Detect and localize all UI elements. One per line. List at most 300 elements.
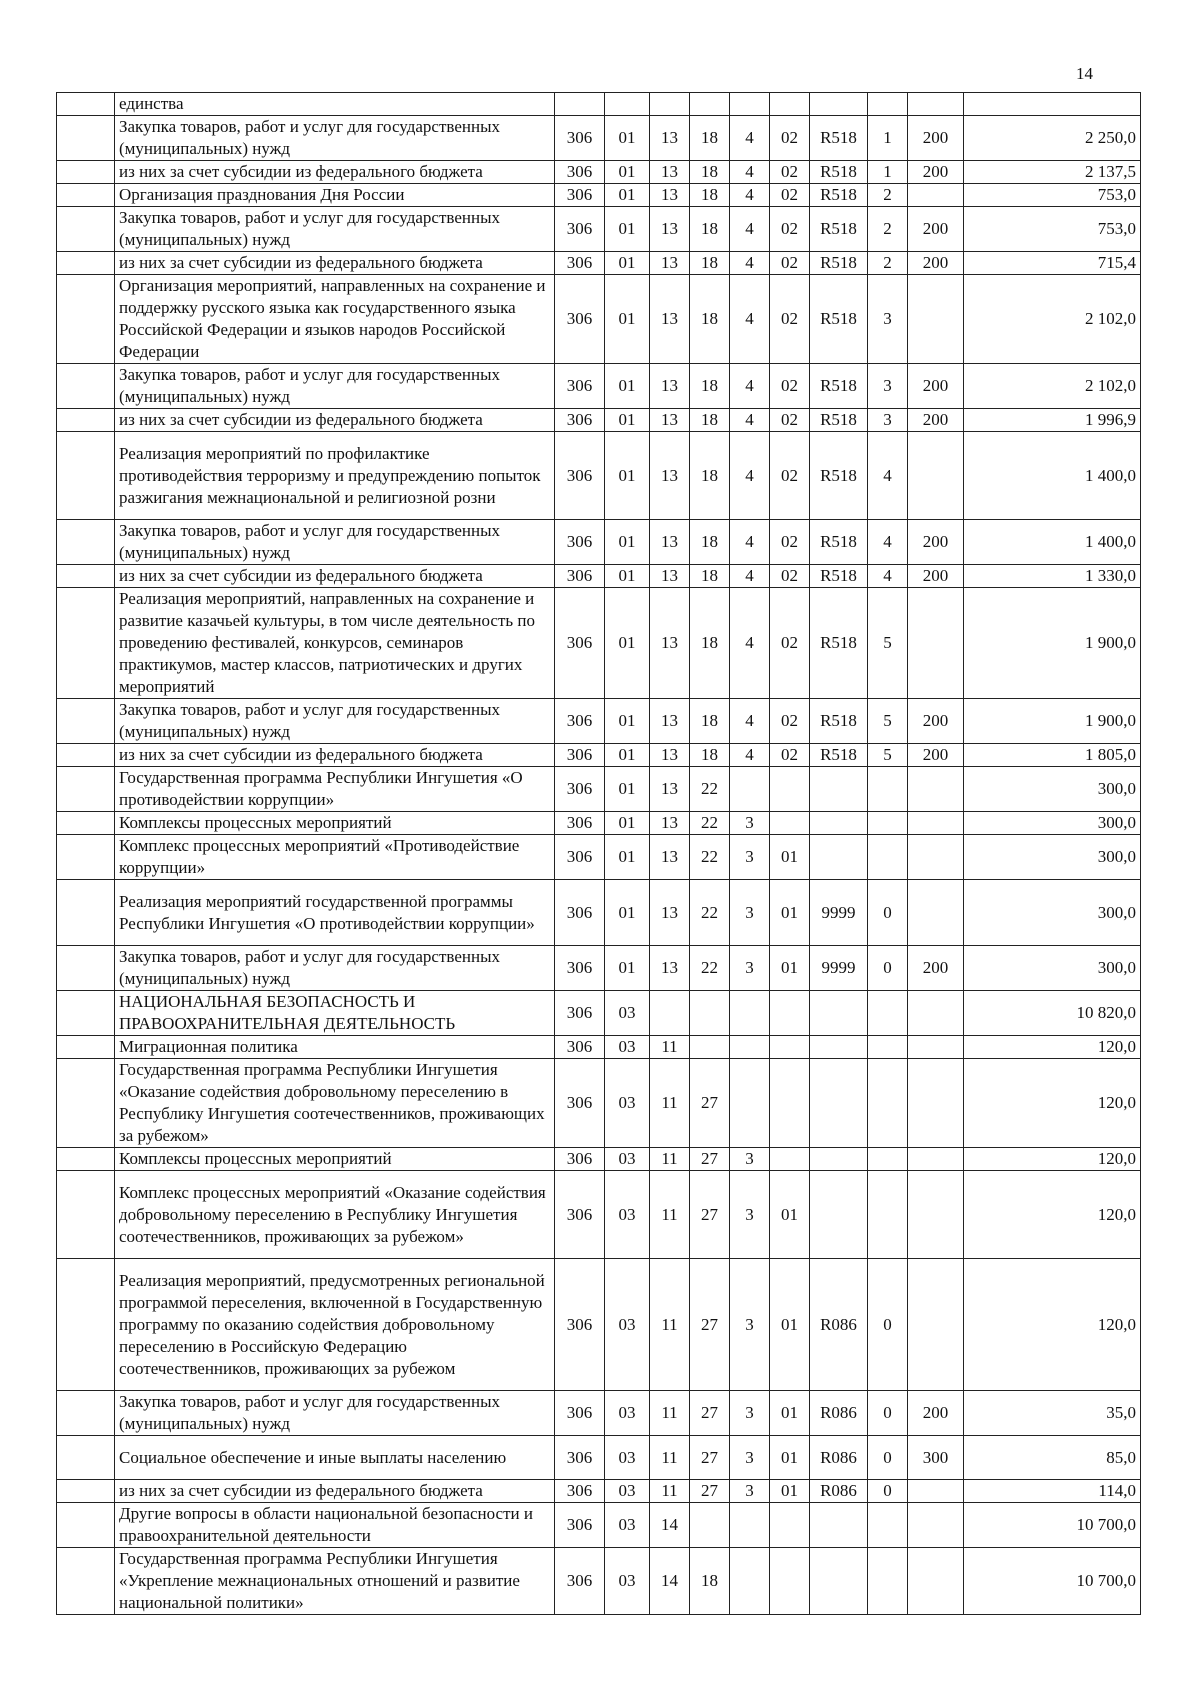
ministry-code-cell: 306 (555, 520, 605, 565)
complex-code-cell (770, 767, 810, 812)
row-number-cell (57, 93, 115, 116)
direction-code-cell: R518 (810, 699, 868, 744)
event-code-cell: 0 (868, 880, 908, 946)
section-code-cell: 01 (605, 835, 650, 880)
direction-code-cell (810, 1171, 868, 1259)
subsection-code-cell: 13 (650, 880, 690, 946)
complex-code-cell: 01 (770, 880, 810, 946)
ministry-code-cell: 306 (555, 1036, 605, 1059)
complex-code-cell: 02 (770, 432, 810, 520)
row-number-cell (57, 699, 115, 744)
row-number-cell (57, 161, 115, 184)
row-number-cell (57, 184, 115, 207)
row-number-cell (57, 588, 115, 699)
item-name-cell: Комплекс процессных мероприятий «Противодействие коррупции» (115, 835, 555, 880)
subsection-code-cell: 11 (650, 1259, 690, 1391)
amount-cell: 753,0 (964, 207, 1141, 252)
expense-type-cell (908, 1548, 964, 1615)
table-row (57, 364, 1141, 409)
structure-type-cell: 4 (730, 588, 770, 699)
structure-type-cell: 4 (730, 432, 770, 520)
subsection-code-cell (650, 93, 690, 116)
table-row (57, 520, 1141, 565)
subsection-code-cell: 13 (650, 767, 690, 812)
event-code-cell (868, 1148, 908, 1171)
expense-type-cell: 200 (908, 252, 964, 275)
row-number-cell (57, 1436, 115, 1480)
expense-type-cell: 200 (908, 744, 964, 767)
subsection-code-cell: 11 (650, 1480, 690, 1503)
subsection-code-cell (650, 991, 690, 1036)
subsection-code-cell: 11 (650, 1036, 690, 1059)
program-code-cell: 27 (690, 1059, 730, 1148)
subsection-code-cell: 13 (650, 520, 690, 565)
ministry-code-cell: 306 (555, 835, 605, 880)
structure-type-cell: 4 (730, 409, 770, 432)
item-name-cell: из них за счет субсидии из федерального бюджета (115, 1480, 555, 1503)
row-number-cell (57, 991, 115, 1036)
expense-type-cell: 200 (908, 520, 964, 565)
section-code-cell: 03 (605, 1436, 650, 1480)
structure-type-cell: 3 (730, 835, 770, 880)
item-name-cell: Организация празднования Дня России (115, 184, 555, 207)
program-code-cell (690, 1503, 730, 1548)
structure-type-cell (730, 93, 770, 116)
amount-cell: 120,0 (964, 1036, 1141, 1059)
event-code-cell (868, 812, 908, 835)
expense-type-cell: 200 (908, 946, 964, 991)
structure-type-cell: 4 (730, 364, 770, 409)
direction-code-cell: R518 (810, 184, 868, 207)
table-row (57, 991, 1141, 1036)
subsection-code-cell: 11 (650, 1171, 690, 1259)
direction-code-cell: R518 (810, 275, 868, 364)
structure-type-cell: 4 (730, 207, 770, 252)
section-code-cell: 01 (605, 364, 650, 409)
direction-code-cell (810, 1148, 868, 1171)
ministry-code-cell: 306 (555, 1171, 605, 1259)
item-name-cell: Закупка товаров, работ и услуг для государственных (муниципальных) нужд (115, 207, 555, 252)
row-number-cell (57, 409, 115, 432)
complex-code-cell: 02 (770, 161, 810, 184)
direction-code-cell: R518 (810, 161, 868, 184)
program-code-cell: 18 (690, 161, 730, 184)
expense-type-cell (908, 835, 964, 880)
ministry-code-cell: 306 (555, 880, 605, 946)
ministry-code-cell: 306 (555, 1259, 605, 1391)
amount-cell: 300,0 (964, 946, 1141, 991)
complex-code-cell (770, 1036, 810, 1059)
expense-type-cell (908, 93, 964, 116)
direction-code-cell (810, 812, 868, 835)
complex-code-cell: 02 (770, 588, 810, 699)
event-code-cell (868, 1548, 908, 1615)
amount-cell: 753,0 (964, 184, 1141, 207)
direction-code-cell (810, 93, 868, 116)
row-number-cell (57, 116, 115, 161)
direction-code-cell: R086 (810, 1259, 868, 1391)
structure-type-cell: 3 (730, 880, 770, 946)
complex-code-cell (770, 1148, 810, 1171)
event-code-cell: 2 (868, 252, 908, 275)
budget-table (56, 92, 1141, 1615)
item-name-cell: Реализация мероприятий, направленных на сохранение и развитие казачьей культуры, в том числе деятельность по проведению фестивалей, конкурсов, семинаров практикумов, мастер классов, патриотических и других мероприятий (115, 588, 555, 699)
section-code-cell: 01 (605, 588, 650, 699)
row-number-cell (57, 1503, 115, 1548)
complex-code-cell (770, 1548, 810, 1615)
event-code-cell: 3 (868, 409, 908, 432)
structure-type-cell (730, 1503, 770, 1548)
item-name-cell: из них за счет субсидии из федерального бюджета (115, 161, 555, 184)
item-name-cell: НАЦИОНАЛЬНАЯ БЕЗОПАСНОСТЬ И ПРАВООХРАНИТЕЛЬНАЯ ДЕЯТЕЛЬНОСТЬ (115, 991, 555, 1036)
structure-type-cell: 4 (730, 116, 770, 161)
complex-code-cell: 01 (770, 1391, 810, 1436)
table-row (57, 252, 1141, 275)
section-code-cell: 01 (605, 161, 650, 184)
amount-cell: 300,0 (964, 767, 1141, 812)
expense-type-cell (908, 184, 964, 207)
complex-code-cell: 01 (770, 946, 810, 991)
expense-type-cell (908, 275, 964, 364)
complex-code-cell: 02 (770, 565, 810, 588)
ministry-code-cell: 306 (555, 946, 605, 991)
program-code-cell: 27 (690, 1436, 730, 1480)
row-number-cell (57, 565, 115, 588)
subsection-code-cell: 13 (650, 275, 690, 364)
subsection-code-cell: 13 (650, 946, 690, 991)
section-code-cell: 01 (605, 699, 650, 744)
amount-cell: 2 137,5 (964, 161, 1141, 184)
direction-code-cell: R518 (810, 520, 868, 565)
expense-type-cell: 200 (908, 161, 964, 184)
event-code-cell: 0 (868, 946, 908, 991)
section-code-cell: 01 (605, 520, 650, 565)
subsection-code-cell: 13 (650, 812, 690, 835)
subsection-code-cell: 13 (650, 364, 690, 409)
expense-type-cell (908, 588, 964, 699)
complex-code-cell: 02 (770, 409, 810, 432)
complex-code-cell: 01 (770, 1436, 810, 1480)
item-name-cell: Закупка товаров, работ и услуг для государственных (муниципальных) нужд (115, 946, 555, 991)
subsection-code-cell: 13 (650, 116, 690, 161)
ministry-code-cell: 306 (555, 116, 605, 161)
complex-code-cell: 02 (770, 275, 810, 364)
ministry-code-cell: 306 (555, 588, 605, 699)
ministry-code-cell: 306 (555, 744, 605, 767)
subsection-code-cell: 11 (650, 1436, 690, 1480)
subsection-code-cell: 13 (650, 699, 690, 744)
amount-cell: 1 996,9 (964, 409, 1141, 432)
amount-cell: 1 400,0 (964, 432, 1141, 520)
amount-cell: 2 102,0 (964, 275, 1141, 364)
structure-type-cell: 3 (730, 1171, 770, 1259)
table-row (57, 1391, 1141, 1436)
expense-type-cell (908, 767, 964, 812)
complex-code-cell (770, 991, 810, 1036)
direction-code-cell (810, 1036, 868, 1059)
amount-cell: 300,0 (964, 880, 1141, 946)
event-code-cell: 0 (868, 1436, 908, 1480)
row-number-cell (57, 1059, 115, 1148)
event-code-cell: 1 (868, 116, 908, 161)
section-code-cell: 03 (605, 1171, 650, 1259)
amount-cell: 35,0 (964, 1391, 1141, 1436)
expense-type-cell (908, 1059, 964, 1148)
direction-code-cell (810, 1503, 868, 1548)
structure-type-cell: 3 (730, 1148, 770, 1171)
direction-code-cell: R518 (810, 252, 868, 275)
complex-code-cell (770, 93, 810, 116)
program-code-cell: 18 (690, 409, 730, 432)
subsection-code-cell: 11 (650, 1148, 690, 1171)
structure-type-cell (730, 1548, 770, 1615)
item-name-cell: Государственная программа Республики Ингушетия «Оказание содействия добровольному переселению в Республику Ингушетия соотечественников, проживающих за рубежом» (115, 1059, 555, 1148)
expense-type-cell: 300 (908, 1436, 964, 1480)
item-name-cell: Закупка товаров, работ и услуг для государственных (муниципальных) нужд (115, 520, 555, 565)
item-name-cell: Комплексы процессных мероприятий (115, 1148, 555, 1171)
ministry-code-cell: 306 (555, 1480, 605, 1503)
section-code-cell: 03 (605, 1503, 650, 1548)
amount-cell: 120,0 (964, 1171, 1141, 1259)
subsection-code-cell: 13 (650, 252, 690, 275)
direction-code-cell: R518 (810, 432, 868, 520)
subsection-code-cell: 11 (650, 1391, 690, 1436)
complex-code-cell: 01 (770, 1480, 810, 1503)
event-code-cell (868, 1059, 908, 1148)
item-name-cell: из них за счет субсидии из федерального бюджета (115, 744, 555, 767)
table-row (57, 93, 1141, 116)
event-code-cell: 3 (868, 364, 908, 409)
program-code-cell: 18 (690, 252, 730, 275)
complex-code-cell (770, 1503, 810, 1548)
section-code-cell: 03 (605, 1548, 650, 1615)
structure-type-cell (730, 1059, 770, 1148)
item-name-cell: единства (115, 93, 555, 116)
expense-type-cell (908, 1503, 964, 1548)
direction-code-cell: R518 (810, 588, 868, 699)
event-code-cell: 0 (868, 1391, 908, 1436)
row-number-cell (57, 364, 115, 409)
section-code-cell (605, 93, 650, 116)
item-name-cell: Другие вопросы в области национальной безопасности и правоохранительной деятельности (115, 1503, 555, 1548)
ministry-code-cell: 306 (555, 252, 605, 275)
item-name-cell: Государственная программа Республики Ингушетия «О противодействии коррупции» (115, 767, 555, 812)
program-code-cell: 18 (690, 184, 730, 207)
amount-cell: 120,0 (964, 1148, 1141, 1171)
structure-type-cell: 3 (730, 1436, 770, 1480)
ministry-code-cell: 306 (555, 812, 605, 835)
ministry-code-cell: 306 (555, 767, 605, 812)
table-row (57, 880, 1141, 946)
event-code-cell: 0 (868, 1259, 908, 1391)
row-number-cell (57, 207, 115, 252)
complex-code-cell (770, 1059, 810, 1148)
program-code-cell (690, 93, 730, 116)
event-code-cell: 3 (868, 275, 908, 364)
structure-type-cell (730, 991, 770, 1036)
program-code-cell: 18 (690, 1548, 730, 1615)
table-row (57, 1259, 1141, 1391)
table-row (57, 1059, 1141, 1148)
item-name-cell: из них за счет субсидии из федерального бюджета (115, 565, 555, 588)
section-code-cell: 03 (605, 1391, 650, 1436)
direction-code-cell: R518 (810, 207, 868, 252)
direction-code-cell: R518 (810, 364, 868, 409)
direction-code-cell: 9999 (810, 946, 868, 991)
table-row (57, 1480, 1141, 1503)
direction-code-cell (810, 835, 868, 880)
subsection-code-cell: 13 (650, 565, 690, 588)
table-row (57, 565, 1141, 588)
expense-type-cell (908, 812, 964, 835)
event-code-cell: 0 (868, 1480, 908, 1503)
expense-type-cell: 200 (908, 565, 964, 588)
table-body (57, 93, 1141, 1615)
section-code-cell: 01 (605, 880, 650, 946)
amount-cell: 715,4 (964, 252, 1141, 275)
row-number-cell (57, 767, 115, 812)
section-code-cell: 03 (605, 1259, 650, 1391)
ministry-code-cell: 306 (555, 991, 605, 1036)
subsection-code-cell: 13 (650, 588, 690, 699)
program-code-cell: 27 (690, 1171, 730, 1259)
section-code-cell: 01 (605, 432, 650, 520)
amount-cell: 1 400,0 (964, 520, 1141, 565)
expense-type-cell (908, 1259, 964, 1391)
ministry-code-cell: 306 (555, 207, 605, 252)
event-code-cell (868, 835, 908, 880)
program-code-cell: 18 (690, 744, 730, 767)
table-row (57, 835, 1141, 880)
program-code-cell: 18 (690, 207, 730, 252)
program-code-cell: 22 (690, 812, 730, 835)
event-code-cell (868, 1171, 908, 1259)
expense-type-cell (908, 1171, 964, 1259)
ministry-code-cell: 306 (555, 565, 605, 588)
item-name-cell: Закупка товаров, работ и услуг для государственных (муниципальных) нужд (115, 699, 555, 744)
item-name-cell: Миграционная политика (115, 1036, 555, 1059)
row-number-cell (57, 252, 115, 275)
row-number-cell (57, 275, 115, 364)
complex-code-cell: 02 (770, 116, 810, 161)
subsection-code-cell: 13 (650, 161, 690, 184)
structure-type-cell: 3 (730, 946, 770, 991)
row-number-cell (57, 1548, 115, 1615)
table-row (57, 1436, 1141, 1480)
expense-type-cell: 200 (908, 699, 964, 744)
amount-cell: 10 700,0 (964, 1548, 1141, 1615)
program-code-cell: 27 (690, 1480, 730, 1503)
expense-type-cell (908, 1148, 964, 1171)
table-row (57, 1036, 1141, 1059)
section-code-cell: 01 (605, 116, 650, 161)
structure-type-cell: 4 (730, 184, 770, 207)
row-number-cell (57, 1036, 115, 1059)
section-code-cell: 03 (605, 1036, 650, 1059)
amount-cell: 300,0 (964, 812, 1141, 835)
table-row (57, 767, 1141, 812)
ministry-code-cell: 306 (555, 1148, 605, 1171)
expense-type-cell (908, 432, 964, 520)
item-name-cell: Закупка товаров, работ и услуг для государственных (муниципальных) нужд (115, 364, 555, 409)
ministry-code-cell: 306 (555, 1436, 605, 1480)
event-code-cell (868, 991, 908, 1036)
ministry-code-cell: 306 (555, 184, 605, 207)
section-code-cell: 03 (605, 1148, 650, 1171)
direction-code-cell (810, 991, 868, 1036)
table-row (57, 184, 1141, 207)
event-code-cell: 5 (868, 588, 908, 699)
complex-code-cell: 02 (770, 252, 810, 275)
section-code-cell: 01 (605, 744, 650, 767)
item-name-cell: Закупка товаров, работ и услуг для государственных (муниципальных) нужд (115, 116, 555, 161)
item-name-cell: из них за счет субсидии из федерального бюджета (115, 252, 555, 275)
event-code-cell: 2 (868, 207, 908, 252)
table-row (57, 275, 1141, 364)
program-code-cell: 22 (690, 946, 730, 991)
direction-code-cell: R086 (810, 1436, 868, 1480)
item-name-cell: Комплексы процессных мероприятий (115, 812, 555, 835)
expense-type-cell (908, 1480, 964, 1503)
item-name-cell: Закупка товаров, работ и услуг для государственных (муниципальных) нужд (115, 1391, 555, 1436)
ministry-code-cell: 306 (555, 1391, 605, 1436)
complex-code-cell: 02 (770, 699, 810, 744)
subsection-code-cell: 11 (650, 1059, 690, 1148)
subsection-code-cell: 13 (650, 207, 690, 252)
ministry-code-cell: 306 (555, 1503, 605, 1548)
program-code-cell: 18 (690, 565, 730, 588)
amount-cell: 1 330,0 (964, 565, 1141, 588)
structure-type-cell: 4 (730, 744, 770, 767)
section-code-cell: 03 (605, 1059, 650, 1148)
row-number-cell (57, 880, 115, 946)
table-row (57, 161, 1141, 184)
event-code-cell: 1 (868, 161, 908, 184)
section-code-cell: 01 (605, 207, 650, 252)
program-code-cell: 18 (690, 520, 730, 565)
event-code-cell (868, 1503, 908, 1548)
event-code-cell: 5 (868, 744, 908, 767)
amount-cell: 2 102,0 (964, 364, 1141, 409)
direction-code-cell (810, 1059, 868, 1148)
row-number-cell (57, 1259, 115, 1391)
expense-type-cell: 200 (908, 364, 964, 409)
section-code-cell: 01 (605, 252, 650, 275)
expense-type-cell: 200 (908, 116, 964, 161)
section-code-cell: 01 (605, 184, 650, 207)
event-code-cell: 4 (868, 520, 908, 565)
ministry-code-cell: 306 (555, 364, 605, 409)
section-code-cell: 01 (605, 812, 650, 835)
program-code-cell: 27 (690, 1391, 730, 1436)
direction-code-cell: R518 (810, 409, 868, 432)
direction-code-cell: R518 (810, 116, 868, 161)
ministry-code-cell: 306 (555, 161, 605, 184)
expense-type-cell: 200 (908, 409, 964, 432)
table-row (57, 699, 1141, 744)
structure-type-cell: 4 (730, 275, 770, 364)
ministry-code-cell: 306 (555, 409, 605, 432)
row-number-cell (57, 1148, 115, 1171)
complex-code-cell (770, 812, 810, 835)
ministry-code-cell: 306 (555, 699, 605, 744)
complex-code-cell: 01 (770, 1259, 810, 1391)
item-name-cell: Социальное обеспечение и иные выплаты населению (115, 1436, 555, 1480)
amount-cell: 1 900,0 (964, 699, 1141, 744)
complex-code-cell: 01 (770, 1171, 810, 1259)
expense-type-cell (908, 1036, 964, 1059)
item-name-cell: Реализация мероприятий, предусмотренных региональной программой переселения, включенной в Государственную программу по оказанию содействия добровольному переселению в Российскую Федерацию соотечественников, проживающих за рубежом (115, 1259, 555, 1391)
